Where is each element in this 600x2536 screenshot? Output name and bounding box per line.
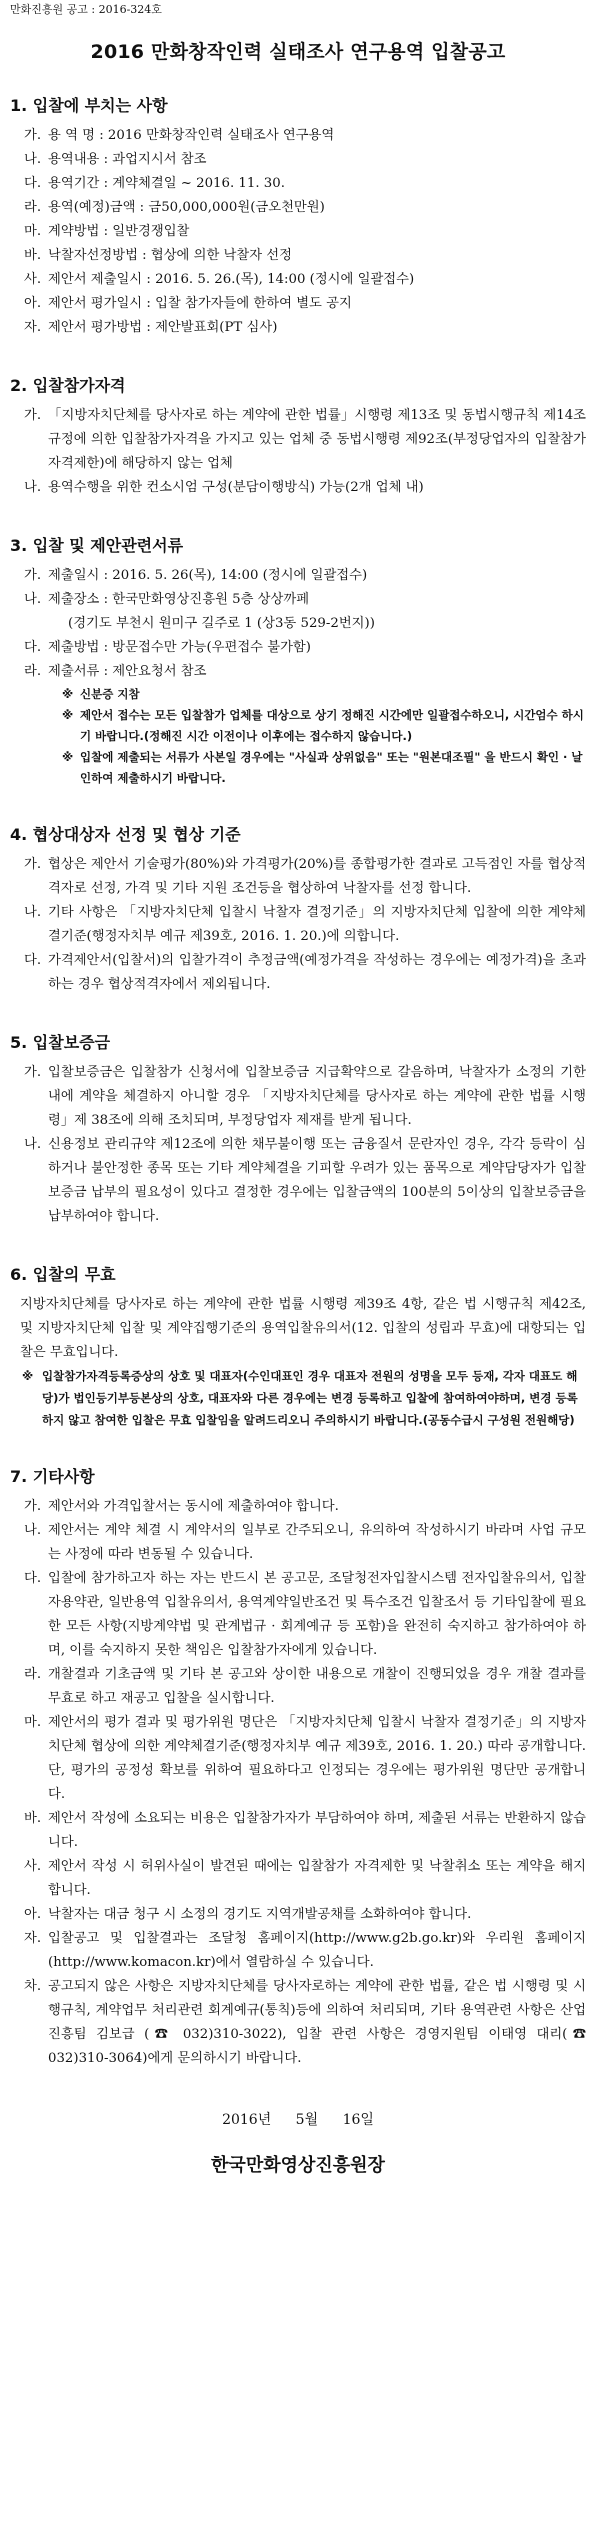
- note-item: ※ 신분증 지참: [62, 687, 140, 701]
- section-heading-7: 7. 기타사항: [10, 1467, 95, 1486]
- note-item: ※ 제안서 접수는 모든 입찰참가 업체를 대상으로 상기 정해진 시간에만 일괄접수하오니, 시간엄수 하시기 바랍니다.(정해진 시간 이전이나 이후에는 접수하지 않습니다.): [62, 708, 584, 743]
- section-3-list: [10, 564, 586, 789]
- note-item: ※ 입찰에 제출되는 서류가 사본일 경우에는 "사실과 상위없음" 또는 "원본대조필" 을 반드시 확인 · 날인하여 제출하시기 바랍니다.: [62, 750, 583, 785]
- section-heading-1: 1. 입찰에 부치는 사항: [10, 96, 168, 115]
- list-item: 나. 신용정보 관리규약 제12조에 의한 채무불이행 또는 금융질서 문란자인 경우, 각각 등락이 심하거나 불안정한 종목 또는 기타 계약체결을 기피할 우려가 있는 품목으로 계약담당자가 입찰보증금 납부의 필요성이 있다고 결정한 경우에는 입찰금액의 100분의 5이상의 입찰보증금을 납부하여야 합니다.: [24, 1137, 586, 1224]
- list-item: 라. 개찰결과 기초금액 및 기타 본 공고와 상이한 내용으로 개찰이 진행되었을 경우 개찰 결과를 무효로 하고 재공고 입찰을 실시합니다.: [24, 1667, 586, 1706]
- notice-number: 만화진흥원 공고 : 2016-324호: [10, 3, 162, 16]
- section-7-list: [10, 1495, 586, 2071]
- section-2-list: [10, 404, 586, 500]
- section-5-list: [10, 1061, 586, 1229]
- list-item: 다. 입찰에 참가하고자 하는 자는 반드시 본 공고문, 조달청전자입찰시스템 전자입찰유의서, 입찰자용약관, 일반용역 입찰유의서, 용역계약일반조건 및 특수조건 입찰조서 등 기타입찰에 필요한 모든 사항(지방계약법 및 관계법규 · 회계예규 등 포함)을 완전히 숙지하고 참가하여야 하며, 이를 숙지하지 못한 책임은 입찰참가자에게 있습니다.: [24, 1571, 586, 1658]
- list-item: 가. 입찰보증금은 입찰참가 신청서에 입찰보증금 지급확약으로 갈음하며, 낙찰자가 소정의 기한내에 계약을 체결하지 아니할 경우 「지방자치단체를 당사자로 하는 계약에 관한 법률 시행령」제 38조에 의해 조치되며, 부정당업자 제재를 받게 됩니다.: [24, 1065, 586, 1128]
- section-4-list: [10, 853, 586, 997]
- list-item: 나. 기타 사항은 「지방자치단체 입찰시 낙찰자 결정기준」의 지방자치단체 입찰에 의한 계약체결기준(행정자치부 예규 제39호, 2016. 1. 20.)에 의합니다.: [24, 905, 586, 944]
- list-item: 아. 제안서 평가일시 : 입찰 참가자들에 한하여 별도 공지: [24, 296, 352, 311]
- list-item: 나. 제출장소 : 한국만화영상진흥원 5층 상상까페: [24, 592, 310, 607]
- address-line: (경기도 부천시 원미구 길주로 1 (상3동 529-2번지)): [68, 616, 375, 631]
- list-item: 사. 제안서 제출일시 : 2016. 5. 26.(목), 14:00 (정시에 일괄접수): [24, 272, 415, 287]
- note-item: ※ 입찰참가자격등록증상의 상호 및 대표자(수인대표인 경우 대표자 전원의 성명을 모두 등재, 각자 대표도 해당)가 법인등기부등본상의 상호, 대표자와 다른 경우에는 변경 등록하고 입찰에 참여하여야하며, 변경 등록하지 않고 참여한 입찰은 무효 입찰임을 알려드리오니 주의하시기 바랍니다.(공동수급시 구성원 전원해당): [22, 1369, 578, 1427]
- section-heading-2: 2. 입찰참가자격: [10, 376, 126, 395]
- section-heading-3: 3. 입찰 및 제안관련서류: [10, 536, 184, 555]
- list-item: 라. 용역(예정)금액 : 금50,000,000원(금오천만원): [24, 200, 325, 215]
- list-item: 가. 용 역 명 : 2016 만화창작인력 실태조사 연구용역: [24, 128, 335, 143]
- section-1-list: [10, 124, 586, 340]
- list-item: 자. 입찰공고 및 입찰결과는 조달청 홈페이지(http://www.g2b.go.kr)와 우리원 홈페이지(http://www.komacon.kr)에서 열람하실 수 있습니다.: [24, 1931, 586, 1970]
- list-item: 다. 제출방법 : 방문접수만 가능(우편접수 불가함): [24, 640, 311, 655]
- list-item: 사. 제안서 작성 시 허위사실이 발견된 때에는 입찰참가 자격제한 및 낙찰취소 또는 계약을 해지합니다.: [24, 1859, 586, 1898]
- list-item: 가. 제출일시 : 2016. 5. 26(목), 14:00 (정시에 일괄접수): [24, 568, 368, 583]
- list-item: 아. 낙찰자는 대금 청구 시 소정의 경기도 지역개발공채를 소화하여야 합니다.: [24, 1907, 472, 1922]
- list-item: 가. 협상은 제안서 기술평가(80%)와 가격평가(20%)를 종합평가한 결과로 고득점인 자를 협상적격자로 선정, 가격 및 기타 지원 조건등을 협상하여 낙찰자를 선정 합니다.: [24, 857, 586, 896]
- list-item: 나. 용역내용 : 과업지시서 참조: [24, 152, 207, 167]
- list-item: 차. 공고되지 않은 사항은 지방자치단체를 당사자로하는 계약에 관한 법률, 같은 법 시행령 및 시행규칙, 계약업무 처리관련 회계예규(통칙)등에 의하여 처리되며, 기타 용역관련 사항은 산업진흥팀 김보급 (☎ 032)310-3022), 입찰 관련 사항은 경영지원팀 이태영 대리(☎ 032)310-3064)에게 문의하시기 바랍니다.: [24, 1979, 586, 2066]
- list-item: 자. 제안서 평가방법 : 제안발표회(PT 심사): [24, 320, 278, 335]
- list-item: 마. 제안서의 평가 결과 및 평가위원 명단은 「지방자치단체 입찰시 낙찰자 결정기준」의 지방자치단체 협상에 의한 계약체결기준(행정자치부 예규 제39호, 2016. 1. 20.) 따라 공개합니다. 단, 평가의 공정성 확보를 위하여 필요하다고 인정되는 경우에는 평가위원 명단만 공개합니다.: [24, 1715, 586, 1802]
- announcement-date: 2016년 5월 16일: [222, 2112, 374, 2128]
- list-item: 바. 제안서 작성에 소요되는 비용은 입찰참가자가 부담하여야 하며, 제출된 서류는 반환하지 않습니다.: [24, 1811, 586, 1850]
- issuer-organization: 한국만화영상진흥원장: [211, 2155, 385, 2176]
- list-item: 다. 용역기간 : 계약체결일 ~ 2016. 11. 30.: [24, 176, 285, 191]
- section-6-paragraph: 지방자치단체를 당사자로 하는 계약에 관한 법률 시행령 제39조 4항, 같은 법 시행규칙 제42조, 및 지방자치단체 입찰 및 계약집행기준의 용역입찰유의서(12. 입찰의 성립과 무효)에 대항되는 입찰은 무효입니다.: [20, 1297, 586, 1360]
- list-item: 바. 낙찰자선정방법 : 협상에 의한 낙찰자 선정: [24, 248, 292, 263]
- section-heading-6: 6. 입찰의 무효: [10, 1265, 116, 1284]
- document-title: 2016 만화창작인력 실태조사 연구용역 입찰공고: [90, 41, 506, 63]
- list-item: 나. 제안서는 계약 체결 시 계약서의 일부로 간주되오니, 유의하여 작성하시기 바라며 사업 규모는 사정에 따라 변동될 수 있습니다.: [24, 1523, 586, 1562]
- list-item: 나. 용역수행을 위한 컨소시엄 구성(분담이행방식) 가능(2개 업체 내): [24, 480, 424, 495]
- list-item: 가. 「지방자치단체를 당사자로 하는 계약에 관한 법률」시행령 제13조 및 동법시행규칙 제14조 규정에 의한 입찰참가자격을 가지고 있는 업체 중 동법시행령 제92조(부정당업자의 입찰참가자격제한)에 해당하지 않는 업체: [24, 408, 586, 471]
- list-item: 라. 제출서류 : 제안요청서 참조: [24, 664, 207, 679]
- list-item: 마. 계약방법 : 일반경쟁입찰: [24, 224, 190, 239]
- list-item: 가. 제안서와 가격입찰서는 동시에 제출하여야 합니다.: [24, 1499, 339, 1514]
- section-heading-5: 5. 입찰보증금: [10, 1033, 111, 1052]
- list-item: 다. 가격제안서(입찰서)의 입찰가격이 추정금액(예정가격을 작성하는 경우에는 예정가격)을 초과하는 경우 협상적격자에서 제외됩니다.: [24, 953, 586, 992]
- section-heading-4: 4. 협상대상자 선정 및 협상 기준: [10, 825, 241, 844]
